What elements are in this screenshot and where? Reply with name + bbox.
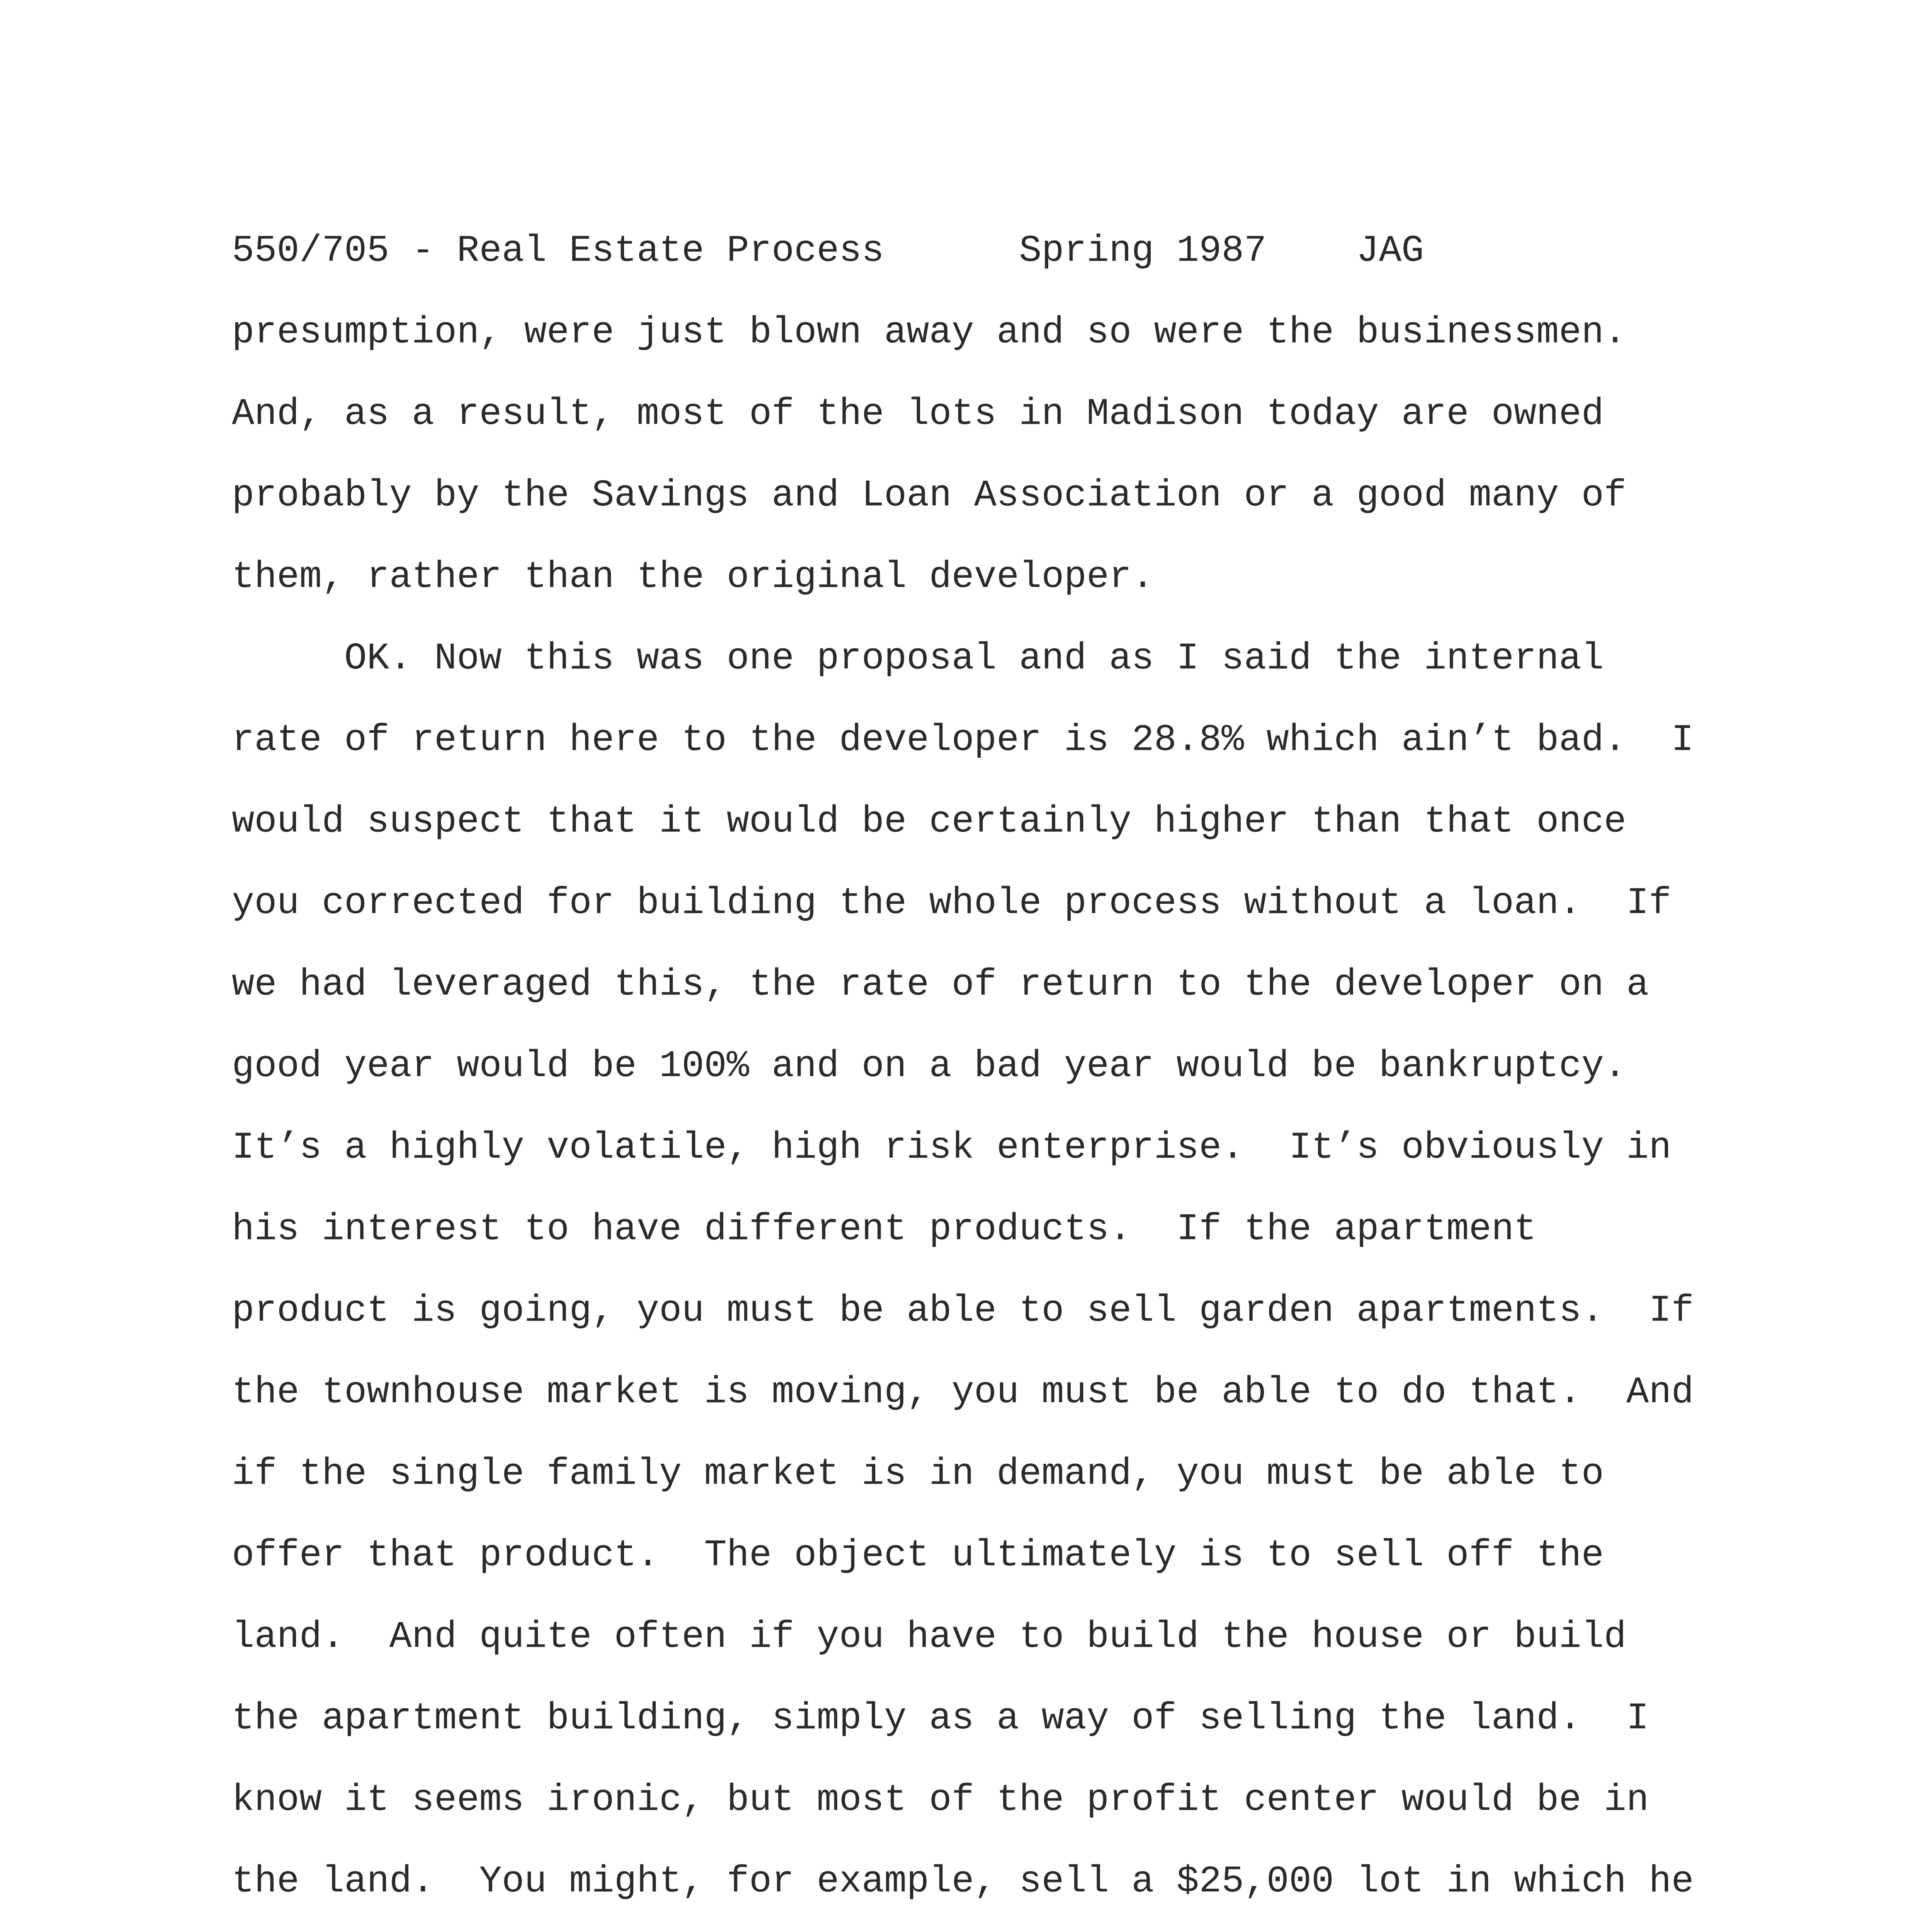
text-line: know it seems ironic, but most of the profit center would be in <box>232 1779 1649 1821</box>
text-line: presumption, were just blown away and so were the businessmen. <box>232 311 1626 354</box>
header-course: 550/705 - Real Estate Process <box>232 230 884 272</box>
header-gap-2 <box>1267 230 1357 272</box>
text-line: It’s a highly volatile, high risk enterprise. It’s obviously in <box>232 1127 1672 1169</box>
text-line: the land. You might, for example, sell a $25,000 lot in which he <box>232 1861 1694 1903</box>
header-initials: JAG <box>1356 230 1424 272</box>
text-line: offer that product. The object ultimately is to sell off the <box>232 1534 1604 1577</box>
text-line: we had leveraged this, the rate of return to the developer on a <box>232 964 1649 1006</box>
text-line: good year would be 100% and on a bad year would be bankruptcy. <box>232 1045 1626 1088</box>
text-line: OK. Now this was one proposal and as I said the internal <box>232 638 1604 680</box>
text-line: the townhouse market is moving, you must be able to do that. And <box>232 1371 1694 1414</box>
text-line: rate of return here to the developer is 28.8% which ain’t bad. I <box>232 719 1694 762</box>
text-line: the apartment building, simply as a way of selling the land. I <box>232 1697 1649 1740</box>
text-line: you corrected for building the whole process without a loan. If <box>232 882 1672 925</box>
text-line: would suspect that it would be certainly higher than that once <box>232 801 1626 843</box>
text-line: if the single family market is in demand, you must be able to <box>232 1453 1604 1495</box>
text-line: And, as a result, most of the lots in Madison today are owned <box>232 393 1604 435</box>
text-line: probably by the Savings and Loan Association or a good many of <box>232 474 1626 517</box>
header-term: Spring 1987 <box>1019 230 1267 272</box>
header-gap-1 <box>884 230 1019 272</box>
text-line: them, rather than the original developer. <box>232 556 1154 599</box>
page-header <box>232 228 1424 274</box>
text-line: his interest to have different products. If the apartment <box>232 1208 1537 1251</box>
text-line: land. And quite often if you have to build the house or build <box>232 1616 1626 1658</box>
text-line: product is going, you must be able to sell garden apartments. If <box>232 1290 1694 1332</box>
